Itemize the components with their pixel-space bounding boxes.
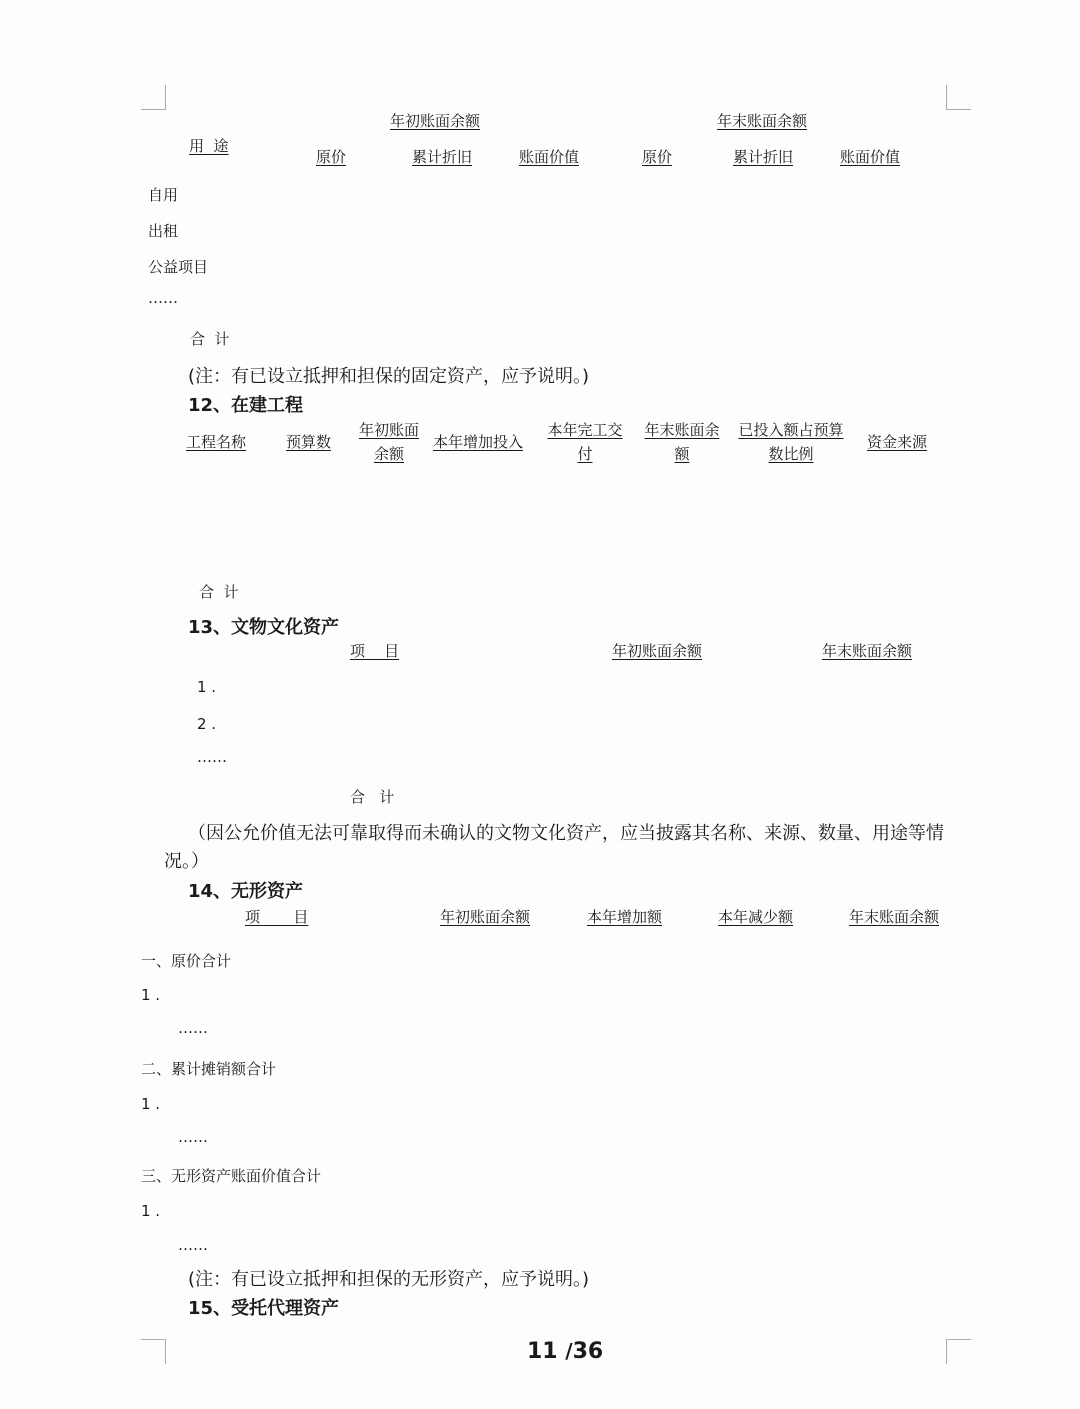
header-begin-balance-13: 年初账面余额 — [612, 642, 703, 660]
fixed-assets-total: 合 计 — [190, 330, 230, 348]
header-completed: 本年完工交付 — [547, 421, 623, 463]
header-increase-14: 本年增加额 — [587, 908, 663, 926]
group-amortization-item: 1 . — [141, 1095, 161, 1113]
row-lease: 出租 — [148, 222, 179, 240]
group-book-value-item: 1 . — [141, 1202, 161, 1220]
section-13-title: 13、文物文化资产 — [188, 617, 340, 638]
row-ellipsis: …… — [148, 289, 178, 307]
group-book-value: 三、无形资产账面价值合计 — [141, 1167, 322, 1185]
group-amortization: 二、累计摊销额合计 — [141, 1060, 277, 1078]
header-item-14: 项 目 — [245, 908, 309, 926]
row-public-welfare: 公益项目 — [148, 258, 209, 276]
group-original-cost-item: 1 . — [141, 986, 161, 1004]
corner-mark-top-left — [141, 85, 166, 110]
row-item-2: 2 . — [197, 715, 217, 733]
row-item-1: 1 . — [197, 678, 217, 696]
section-12-title: 12、在建工程 — [188, 395, 304, 416]
header-end-balance: 年末账面余额 — [644, 421, 720, 463]
section-14-note: (注：有已设立抵押和担保的无形资产，应予说明。) — [188, 1269, 590, 1290]
header-project-name: 工程名称 — [186, 433, 247, 451]
header-decrease-14: 本年减少额 — [718, 908, 794, 926]
header-cost-end: 原价 — [642, 148, 673, 166]
page-number — [527, 1339, 603, 1364]
header-book-value-begin: 账面价值 — [519, 148, 580, 166]
row-ellipsis-13: …… — [197, 748, 227, 766]
header-depreciation-end: 累计折旧 — [733, 148, 794, 166]
group-amortization-more: …… — [178, 1128, 208, 1146]
page-total: 36 — [572, 1339, 604, 1364]
page-separator: / — [565, 1339, 573, 1363]
section-13-note: （因公允价值无法可靠取得而未确认的文物文化资产，应当披露其名称、来源、数量、用途等情况。） — [164, 823, 944, 872]
corner-mark-bottom-right — [946, 1339, 971, 1364]
group-original-cost-more: …… — [178, 1019, 208, 1037]
header-budget-ratio: 已投入额占预算数比例 — [738, 421, 844, 463]
group-book-value-more: …… — [178, 1236, 208, 1254]
header-end-balance-14: 年末账面余额 — [849, 908, 940, 926]
header-fund-source: 资金来源 — [867, 433, 928, 451]
header-budget: 预算数 — [286, 433, 332, 451]
page-current: 11 — [527, 1339, 558, 1364]
corner-mark-bottom-left — [141, 1339, 166, 1364]
header-usage: 用 途 — [189, 137, 229, 155]
section-14-title: 14、无形资产 — [188, 881, 304, 902]
section-15-title: 15、受托代理资产 — [188, 1298, 340, 1319]
header-begin-balance: 年初账面余额 — [358, 421, 419, 463]
row-self-use: 自用 — [148, 186, 179, 204]
header-group-begin-balance: 年初账面余额 — [390, 112, 481, 130]
header-group-end-balance: 年末账面余额 — [717, 112, 808, 130]
header-end-balance-13: 年末账面余额 — [822, 642, 913, 660]
header-cost-begin: 原价 — [316, 148, 347, 166]
header-increase: 本年增加投入 — [433, 433, 524, 451]
header-item: 项 目 — [350, 642, 400, 660]
fixed-assets-note: (注：有已设立抵押和担保的固定资产，应予说明。) — [188, 366, 590, 387]
group-original-cost: 一、原价合计 — [141, 952, 232, 970]
corner-mark-top-right — [946, 85, 971, 110]
section-13-total: 合 计 — [350, 788, 395, 806]
header-begin-balance-14: 年初账面余额 — [440, 908, 531, 926]
section-12-total: 合 计 — [199, 583, 239, 601]
header-book-value-end: 账面价值 — [840, 148, 901, 166]
header-depreciation-begin: 累计折旧 — [412, 148, 473, 166]
